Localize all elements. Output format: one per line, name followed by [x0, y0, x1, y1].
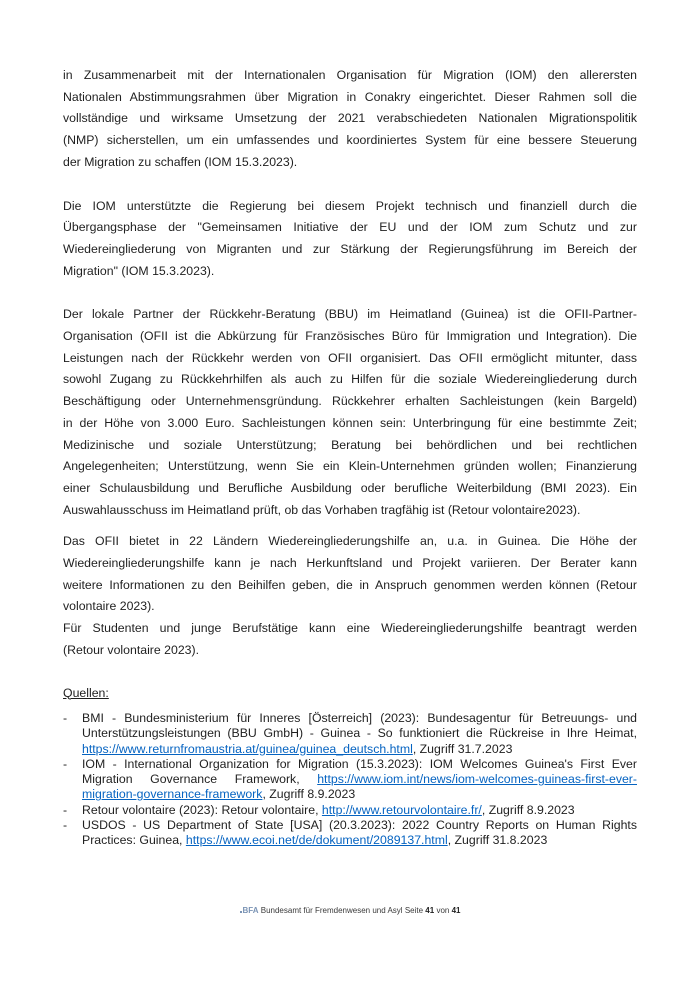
- bfa-logo: [240, 906, 259, 915]
- text-line: Nationalen Abstimmungsrahmen über Migration in Conakry eingerichtet. Dieser Rahmen soll die: [63, 89, 637, 104]
- source-text: , Zugriff 8.9.2023: [262, 787, 356, 802]
- footer-page-label: Seite: [404, 906, 424, 915]
- list-bullet: -: [63, 802, 68, 817]
- source-text-block: [82, 757, 637, 803]
- source-link[interactable]: https://www.ecoi.net/de/dokument/2089137.html: [185, 832, 448, 847]
- text-line: Leistungen nach der Rückkehr werden von OFII organisiert. Das OFII ermöglicht mitunter, dass: [63, 350, 637, 365]
- text-line: Wiedereingliederungshilfe kann je nach Herkunftsland und Projekt variieren. Der Berater kann: [63, 556, 637, 571]
- text-line: [82, 803, 637, 818]
- text-line: in der Höhe von 3.000 Euro. Sachleistungen können sein: Unterbringung für eine bestimmte Zeit;: [63, 415, 637, 430]
- bfa-logo-text: BFA: [242, 906, 259, 915]
- source-item: [63, 757, 637, 803]
- source-text: , Zugriff 8.9.2023: [481, 802, 575, 817]
- source-item: [63, 711, 637, 757]
- source-text: Retour volontaire (2023): Retour volontaire,: [82, 802, 322, 817]
- text-line: sowohl Zugang zu Rückkehrhilfen als auch zu Hilfen für die soziale Wiedereingliederung durch: [63, 372, 637, 387]
- text-line: [82, 757, 637, 772]
- text-line: weitere Informationen zu den Beihilfen geben, die in Anspruch genommen werden können (Retour: [63, 577, 637, 592]
- sources-heading: Quellen:: [63, 685, 109, 700]
- source-text: , Zugriff 31.8.2023: [447, 832, 548, 847]
- text-line: [82, 772, 637, 787]
- list-bullet: -: [63, 756, 68, 771]
- footer-page-number: 41: [425, 906, 435, 915]
- text-line: [82, 833, 637, 848]
- source-link[interactable]: http://www.retourvolontaire.fr/: [321, 802, 482, 817]
- text-line: (NMP) sicherstellen, um ein umfassendes und koordiniertes System für eine bessere Steuerung: [63, 133, 637, 148]
- source-text: Unterstützungsleistungen (BBU GmbH) - Guinea - So funktioniert die Rückreise in Ihre Heimat,: [82, 726, 637, 741]
- paragraph: [63, 618, 637, 661]
- text-line: einer Schulausbildung und Berufliche Ausbildung oder berufliche Weiterbildung (BMI 2023). Ein: [63, 480, 637, 495]
- footer-agency: Bundesamt für Fremdenwesen und Asyl: [260, 906, 403, 915]
- text-line: Beschäftigung oder Unternehmensgründung. Rückkehrer erhalten Sachleistungen (kein Bargeld): [63, 394, 637, 409]
- source-text: USDOS - US Department of State [USA] (20.3.2023): 2022 Country Reports on Human Rights: [82, 817, 637, 832]
- source-text-block: [82, 818, 637, 848]
- text-line: [82, 818, 637, 833]
- source-text: Migration Governance Framework,: [82, 772, 318, 787]
- text-line: Organisation (OFII ist die Abkürzung für Französisches Büro für Immigration und Integration). Die: [63, 329, 637, 344]
- text-line: Übergangsphase der "Gemeinsamen Initiative der EU und der IOM zum Schutz und zur: [63, 220, 637, 235]
- source-text: Practices: Guinea,: [82, 832, 186, 847]
- paragraph: [63, 65, 637, 174]
- source-link[interactable]: migration-governance-framework: [82, 787, 263, 802]
- text-line: [82, 742, 637, 757]
- text-line: Migration" (IOM 15.3.2023).: [63, 263, 215, 278]
- text-line: (Retour volontaire 2023).: [63, 642, 200, 657]
- text-line: [82, 711, 637, 726]
- footer-of-label: von: [436, 906, 450, 915]
- paragraph: [63, 196, 637, 283]
- text-line: Auswahlausschuss im Heimatland prüft, ob das Vorhaben tragfähig ist (Retour volontaire2023).: [63, 502, 581, 517]
- text-line: [82, 726, 637, 741]
- source-item: [63, 803, 637, 818]
- text-line: Die IOM unterstützte die Regierung bei diesem Projekt technisch und finanziell durch die: [63, 198, 637, 213]
- text-line: Medizinische und soziale Unterstützung; Beratung bei behördlichen und bei rechtlichen: [63, 437, 637, 452]
- text-line: vollständige und wirksame Umsetzung der 2021 verabschiedeten Nationalen Migrationspolitik: [63, 111, 637, 126]
- text-line: der Migration zu schaffen (IOM 15.3.2023).: [63, 154, 298, 169]
- text-line: volontaire 2023).: [63, 599, 155, 614]
- footer-total-pages: 41: [451, 906, 461, 915]
- text-line: in Zusammenarbeit mit der Internationalen Organisation für Migration (IOM) den allerersten: [63, 68, 637, 82]
- sources-list: [63, 711, 637, 848]
- text-line: [82, 787, 637, 802]
- text-line: Angelegenheiten; Unterstützung, wenn Sie ein Klein-Unternehmen gründen wollen; Finanzierung: [63, 459, 637, 474]
- bfa-logo-dot: [240, 911, 242, 913]
- text-line: Wiedereingliederung von Migranten und zur Stärkung der Regierungsführung im Bereich der: [63, 241, 637, 256]
- list-bullet: -: [63, 711, 68, 726]
- source-text-block: [82, 711, 637, 757]
- source-link[interactable]: https://www.returnfromaustria.at/guinea/guinea_deutsch.html: [82, 741, 413, 756]
- list-bullet: -: [63, 817, 68, 832]
- text-line: Der lokale Partner der Rückkehr-Beratung (BBU) im Heimatland (Guinea) ist die OFII-Partner-: [63, 307, 637, 322]
- source-text: , Zugriff 31.7.2023: [412, 741, 513, 756]
- source-item: [63, 818, 637, 848]
- paragraph: [63, 304, 637, 521]
- source-text: IOM - International Organization for Migration (15.3.2023): IOM Welcomes Guinea's First Ever: [82, 756, 637, 771]
- source-text-block: [82, 803, 637, 818]
- paragraph: [63, 531, 637, 618]
- text-line: Das OFII bietet in 22 Ländern Wiedereingliederungshilfe an, u.a. in Guinea. Die Höhe der: [63, 534, 637, 549]
- body-paragraphs: [63, 65, 637, 662]
- page-footer: [0, 904, 700, 918]
- text-line: Für Studenten und junge Berufstätige kann eine Wiedereingliederungshilfe beantragt werden: [63, 621, 637, 636]
- source-link[interactable]: https://www.iom.int/news/iom-welcomes-guineas-first-ever-: [317, 772, 637, 787]
- source-text: BMI - Bundesministerium für Inneres [Österreich] (2023): Bundesagentur für Betreuungs- und: [82, 711, 637, 726]
